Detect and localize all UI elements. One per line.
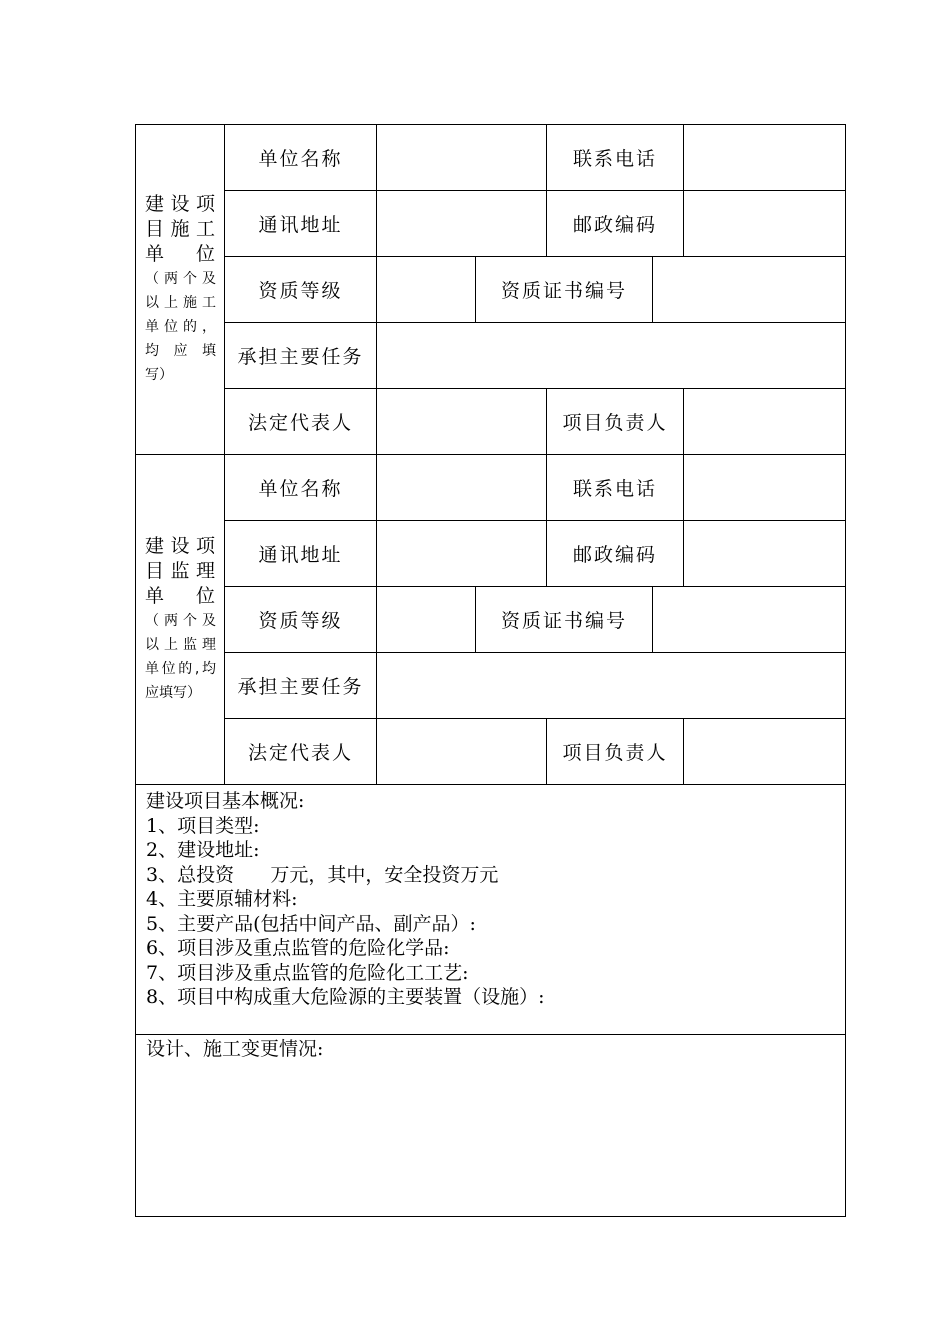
address-field[interactable] <box>376 520 547 587</box>
postcode-label: 邮政编码 <box>546 520 684 587</box>
main-task-label: 承担主要任务 <box>224 322 377 389</box>
qualification-field[interactable] <box>376 586 476 653</box>
legal-rep-label: 法定代表人 <box>224 388 377 455</box>
legal-rep-label: 法定代表人 <box>224 718 377 785</box>
side-title-line: 单 位 <box>145 585 216 607</box>
cert-no-label: 资质证书编号 <box>475 586 653 653</box>
side-note-line: 应填写） <box>145 685 201 701</box>
postcode-field[interactable] <box>683 190 846 257</box>
phone-label: 联系电话 <box>546 124 684 191</box>
unit-name-label: 单位名称 <box>224 454 377 521</box>
side-note-line: 以上施工 <box>145 295 216 311</box>
cert-no-field[interactable] <box>652 256 846 323</box>
qualification-label: 资质等级 <box>224 586 377 653</box>
overview-item: 4、主要原辅材料: <box>146 888 298 910</box>
address-label: 通讯地址 <box>224 190 377 257</box>
project-lead-label: 项目负责人 <box>546 388 684 455</box>
project-lead-field[interactable] <box>683 388 846 455</box>
supervision-unit-header <box>135 454 225 785</box>
unit-name-field[interactable] <box>376 124 547 191</box>
project-lead-label: 项目负责人 <box>546 718 684 785</box>
overview-item: 8、项目中构成重大危险源的主要装置（设施）: <box>146 986 545 1008</box>
overview-item: 6、项目涉及重点监管的危险化学品: <box>146 937 450 959</box>
side-title-line: 建设项 <box>145 193 216 215</box>
project-lead-field[interactable] <box>683 718 846 785</box>
qualification-label: 资质等级 <box>224 256 377 323</box>
overview-item: 2、建设地址: <box>146 839 260 861</box>
unit-name-field[interactable] <box>376 454 547 521</box>
side-title-line: 建设项 <box>145 535 216 557</box>
unit-name-label: 单位名称 <box>224 124 377 191</box>
main-task-field[interactable] <box>376 322 846 389</box>
side-title-line: 目施工 <box>145 218 216 240</box>
construction-unit-header <box>135 124 225 455</box>
registration-form <box>135 124 846 1217</box>
side-title-line: 单 位 <box>145 243 216 265</box>
cert-no-field[interactable] <box>652 586 846 653</box>
phone-field[interactable] <box>683 454 846 521</box>
main-task-label: 承担主要任务 <box>224 652 377 719</box>
overview-item: 5、主要产品(包括中间产品、副产品）: <box>146 912 476 935</box>
phone-label: 联系电话 <box>546 454 684 521</box>
cert-no-label: 资质证书编号 <box>475 256 653 323</box>
side-note-line: （两个及 <box>145 271 216 287</box>
address-field[interactable] <box>376 190 547 257</box>
changes-title: 设计、施工变更情况: <box>146 1038 324 1060</box>
side-note-line: 单位的,均 <box>145 661 216 677</box>
address-label: 通讯地址 <box>224 520 377 587</box>
qualification-field[interactable] <box>376 256 476 323</box>
side-note-line: （两个及 <box>145 613 216 629</box>
side-note-line: 单位的， <box>145 319 216 335</box>
legal-rep-field[interactable] <box>376 388 547 455</box>
legal-rep-field[interactable] <box>376 718 547 785</box>
side-note-line: 均 应 填 <box>145 343 216 359</box>
side-title-line: 目监理 <box>145 560 216 582</box>
side-note-line: 写） <box>145 367 173 383</box>
design-change-section[interactable] <box>135 1034 846 1217</box>
overview-item: 3、总投资 万元，其中，安全投资万元 <box>146 863 499 886</box>
overview-item: 7、项目涉及重点监管的危险化工工艺: <box>146 961 469 984</box>
side-note-line: 以上监理 <box>145 637 216 653</box>
postcode-field[interactable] <box>683 520 846 587</box>
main-task-field[interactable] <box>376 652 846 719</box>
overview-title: 建设项目基本概况: <box>146 790 305 812</box>
overview-item: 1、项目类型: <box>146 814 260 837</box>
postcode-label: 邮政编码 <box>546 190 684 257</box>
project-overview-section[interactable] <box>135 784 846 1035</box>
phone-field[interactable] <box>683 124 846 191</box>
